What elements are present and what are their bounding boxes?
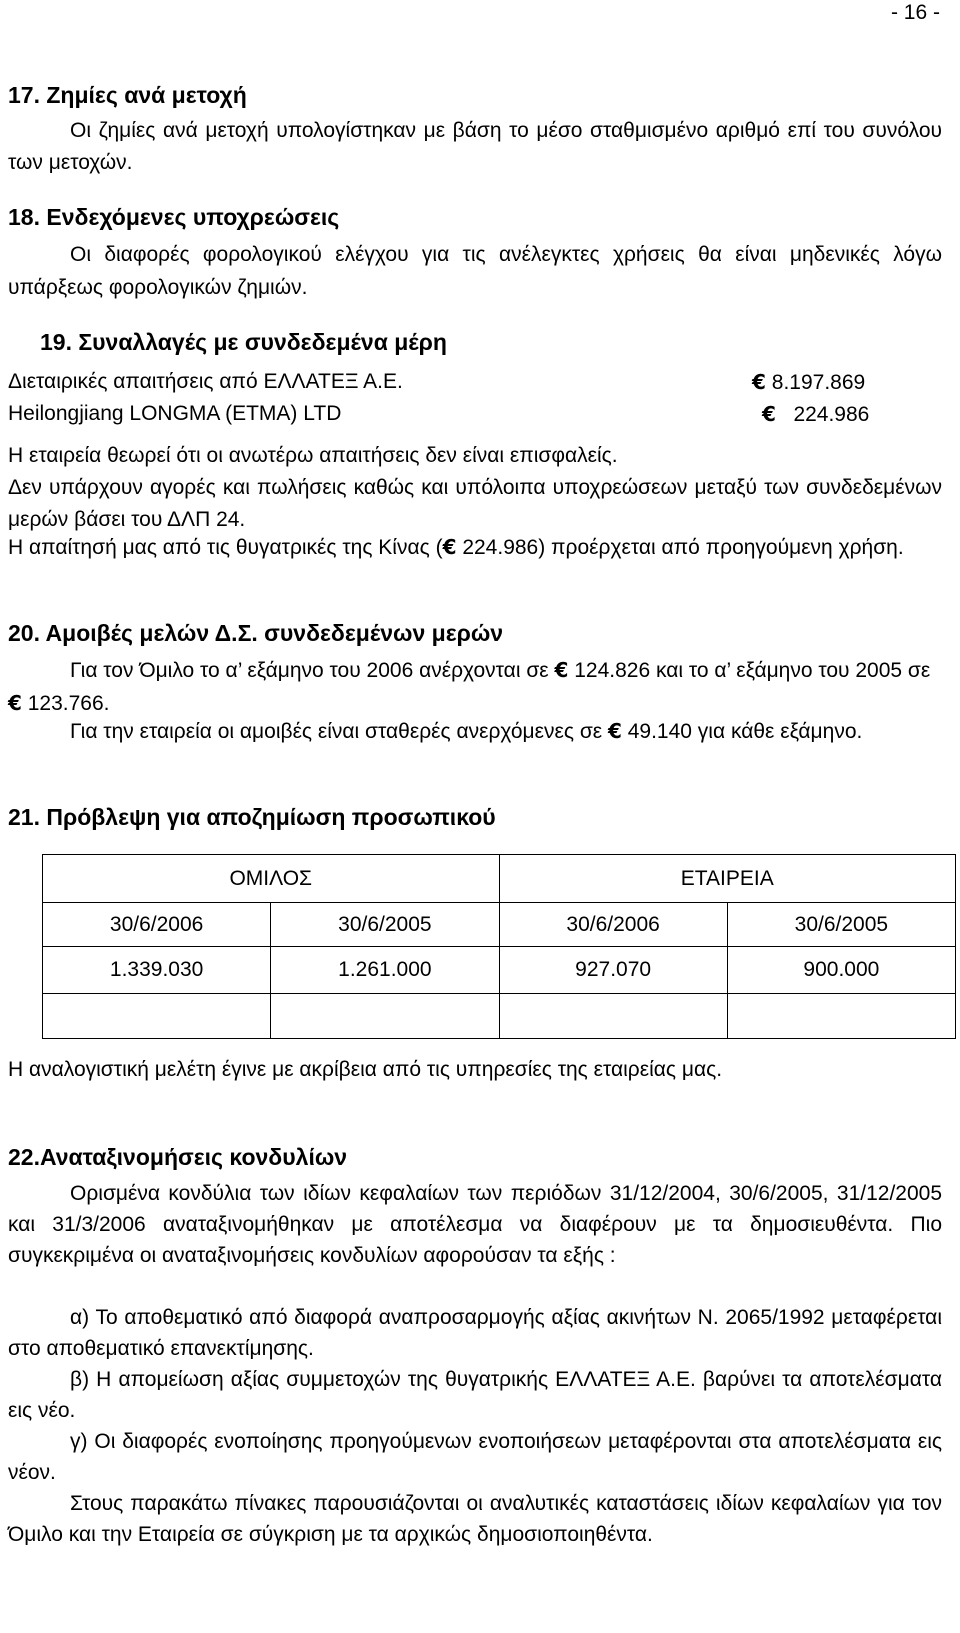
section-22-item-c: γ) Οι διαφορές ενοποίησης προηγούμενων ενοποιήσεων μεταφέρονται στα αποτελέσματα εις νέον. <box>8 1430 942 1484</box>
euro-icon: € <box>442 535 457 559</box>
section-18-paragraph: Οι διαφορές φορολογικού ελέγχου για τις ανέλεγκτες χρήσεις θα είναι μηδενικές λόγω υπάρξεως φορολογικών ζημιών. <box>8 243 942 299</box>
section-21-note: Η αναλογιστική μελέτη έγινε με ακρίβεια από τις υπηρεσίες της εταιρείας μας. <box>8 1058 723 1081</box>
euro-icon: € <box>607 719 622 743</box>
euro-icon: € <box>554 658 569 682</box>
receivable-row <box>8 398 942 430</box>
section-22-title: 22.Αναταξινομήσεις κονδυλίων <box>8 1144 348 1170</box>
table-date-cell: 30/6/2005 <box>271 903 499 947</box>
section-22-paragraph-1: Ορισμένα κονδύλια των ιδίων κεφαλαίων των περιόδων 31/12/2004, 30/6/2005, 31/12/2005 και 31/3/2006 αναταξινομήθηκαν με αποτέλεσμα να διαφέρουν με τα δημοσιευθέντα. Πιο συγκεκριμένα οι αναταξινομήσεις κονδυλίων αφορούσαν τα εξής : <box>8 1182 942 1267</box>
table-empty-cell <box>43 994 271 1039</box>
table-value-cell: 927.070 <box>499 947 727 994</box>
receivable-row <box>8 366 942 398</box>
page-number: - 16 - <box>890 1 940 24</box>
table-group-header: ΕΤΑΙΡΕΙΑ <box>499 855 956 903</box>
section-20-title: 20. Αμοιβές μελών Δ.Σ. συνδεδεμένων μερών <box>8 620 504 646</box>
table-value-cell: 1.339.030 <box>43 947 271 994</box>
table-date-cell: 30/6/2006 <box>499 903 727 947</box>
section-22-item-a: α) Το αποθεματικό από διαφορά αναπροσαρμογής αξίας ακινήτων Ν. 2065/1992 μεταφέρεται στο αποθεματικό επανεκτίμησης. <box>8 1306 942 1360</box>
section-20-paragraph-1: Για τον Όμιλο το α’ εξάμηνο του 2006 ανέρχονται σε € 124.826 και το α’ εξάμηνο του 2005 σε € 123.766. <box>8 658 931 715</box>
section-19-paragraph-2: Δεν υπάρχουν αγορές και πωλήσεις καθώς και υπόλοιπα υποχρεώσεων μεταξύ των συνδεδεμένων μερών βάσει του ΔΛΠ 24. <box>8 476 942 531</box>
table-value-cell: 1.261.000 <box>271 947 499 994</box>
table-value-cell: 900.000 <box>727 947 955 994</box>
euro-icon: € <box>762 402 776 426</box>
section-19-paragraph-3: Η απαίτησή μας από τις θυγατρικές της Κίνας (€ 224.986) προέρχεται από προηγούμενη χρήση. <box>8 535 904 559</box>
section-21-title: 21. Πρόβλεψη για αποζημίωση προσωπικού <box>8 804 496 830</box>
receivable-label: Heilongjiang LONGMA (ETMA) LTD <box>8 402 342 425</box>
table-empty-cell <box>727 994 955 1039</box>
section-18-title: 18. Ενδεχόμενες υποχρεώσεις <box>8 204 340 230</box>
section-22-paragraph-2: Στους παρακάτω πίνακες παρουσιάζονται οι αναλυτικές καταστάσεις ιδίων κεφαλαίων για τον Όμιλο και την Εταιρεία σε σύγκριση με τα αρχικώς δημοσιοποιηθέντα. <box>8 1492 942 1546</box>
table-date-cell: 30/6/2005 <box>727 903 955 947</box>
receivable-amount: € 224.986 <box>762 402 870 426</box>
section-19-paragraph-1: Η εταιρεία θεωρεί ότι οι ανωτέρω απαιτήσεις δεν είναι επισφαλείς. <box>8 444 618 467</box>
table-group-header: ΟΜΙΛΟΣ <box>43 855 500 903</box>
section-17-paragraph: Οι ζημίες ανά μετοχή υπολογίστηκαν με βάση το μέσο σταθμισμένο αριθμό επί του συνόλου των μετοχών. <box>8 119 942 174</box>
section-19-title: 19. Συναλλαγές με συνδεδεμένα μέρη <box>40 329 447 355</box>
receivable-amount: € 8.197.869 <box>752 370 866 394</box>
euro-icon: € <box>752 370 766 394</box>
euro-icon: € <box>8 691 22 715</box>
section-22-item-b: β) Η απομείωση αξίας συμμετοχών της θυγατρικής ΕΛΛΑΤΕΞ Α.Ε. βαρύνει τα αποτελέσματα εις νέο. <box>8 1368 942 1422</box>
table-empty-cell <box>271 994 499 1039</box>
table-empty-cell <box>499 994 727 1039</box>
section-17-title: 17. Ζημίες ανά μετοχή <box>8 82 247 108</box>
section-20-paragraph-2: Για την εταιρεία οι αμοιβές είναι σταθερές ανερχόμενες σε € 49.140 για κάθε εξάμηνο. <box>70 719 863 743</box>
receivable-label: Διεταιρικές απαιτήσεις από ΕΛΛΑΤΕΞ Α.Ε. <box>8 370 403 393</box>
severance-provision-table <box>42 854 956 1039</box>
table-date-cell: 30/6/2006 <box>43 903 271 947</box>
